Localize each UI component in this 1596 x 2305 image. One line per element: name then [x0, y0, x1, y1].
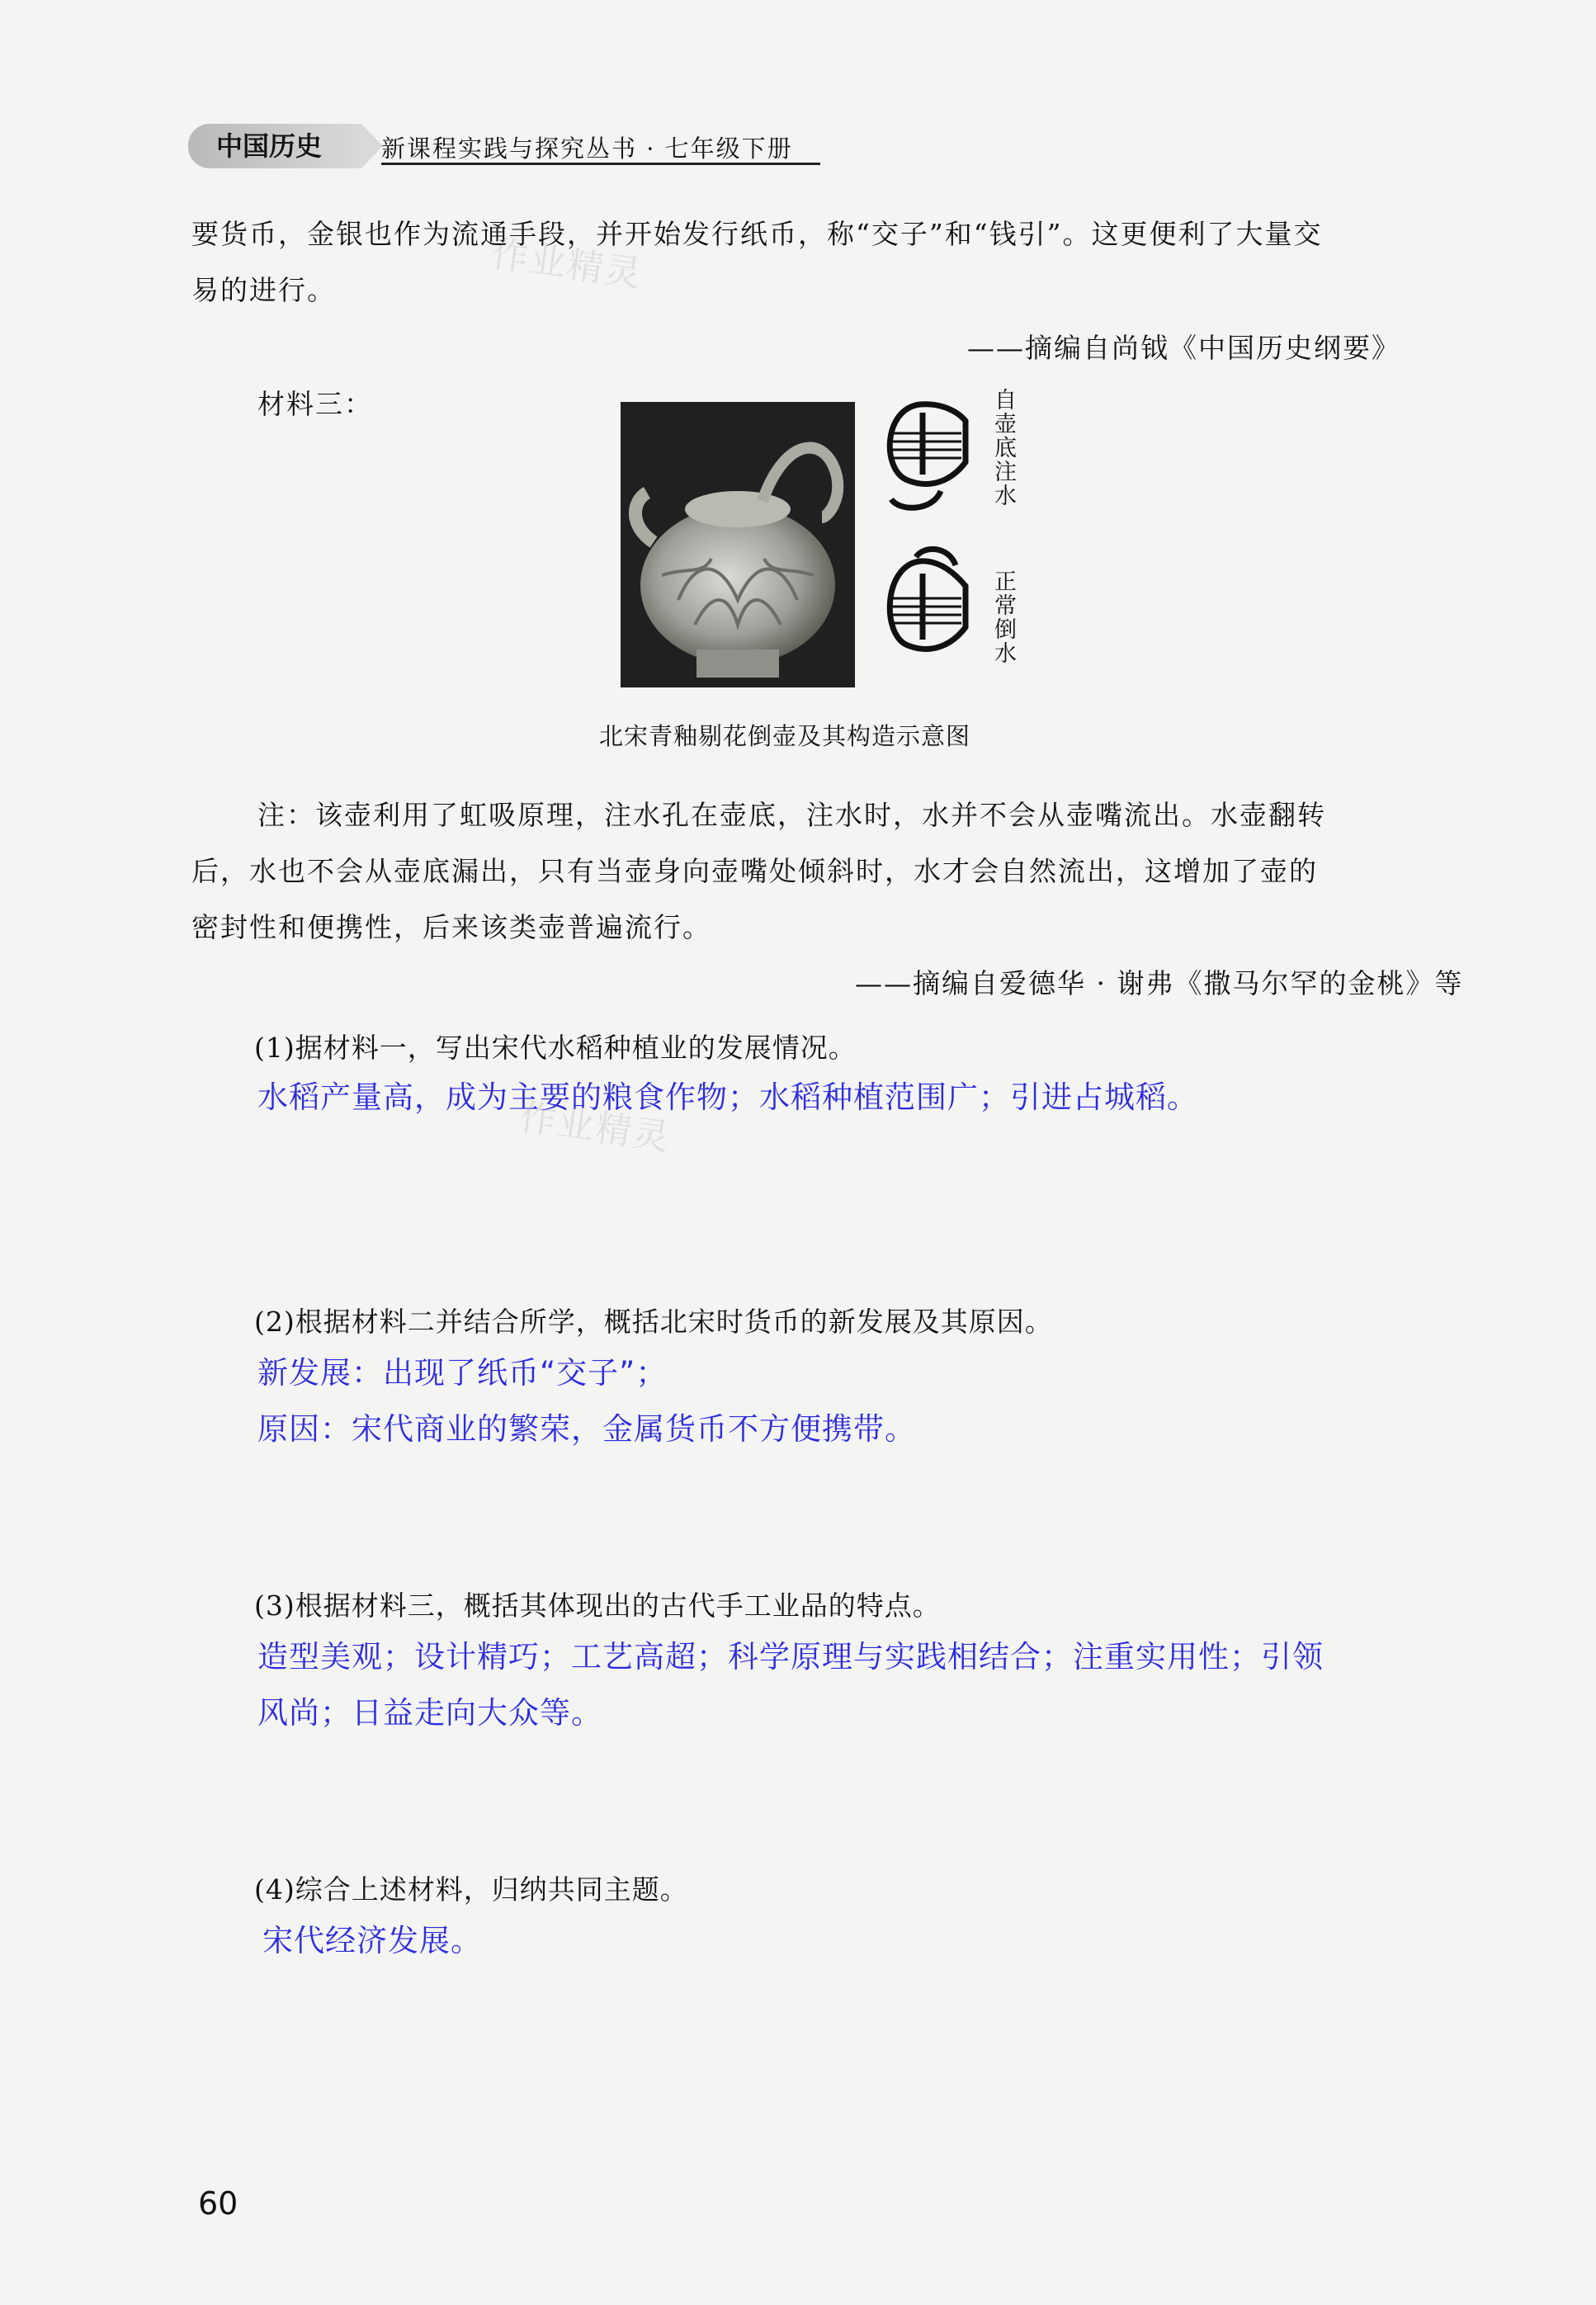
- teapot-photo: [621, 402, 855, 687]
- watermark-middle: 作业精灵: [517, 1096, 674, 1160]
- answer-2-line2: 原因：宋代商业的繁荣，金属货币不方便携带。: [257, 1411, 916, 1447]
- note-line2: 后，水也不会从壶底漏出，只有当壶身向壶嘴处倾斜时，水才会自然流出，这增加了壶的: [191, 855, 1318, 887]
- answer-1: 水稻产量高，成为主要的粮食作物；水稻种植范围广；引进占城稻。: [257, 1079, 1198, 1115]
- question-3: (3)根据材料三，概括其体现出的古代手工业品的特点。: [254, 1589, 941, 1622]
- answer-3-line1: 造型美观；设计精巧；工艺高超；科学原理与实践相结合；注重实用性；引领: [257, 1639, 1324, 1674]
- diagram-label-normal-pour: 正常倒水: [990, 569, 1016, 665]
- figure-caption: 北宋青釉剔花倒壶及其构造示意图: [599, 722, 971, 750]
- material2-line2: 易的进行。: [191, 274, 336, 306]
- note-line1: 注：该壶利用了虹吸原理，注水孔在壶底，注水时，水并不会从壶嘴流出。水壶翻转: [257, 799, 1326, 831]
- page-number: 60: [198, 2185, 238, 2222]
- answer-4: 宋代经济发展。: [262, 1923, 482, 1958]
- answer-2-line1: 新发展：出现了纸币“交子”；: [257, 1355, 668, 1391]
- question-2: (2)根据材料二并结合所学，概括北宋时货币的新发展及其原因。: [254, 1306, 1053, 1338]
- note-line3: 密封性和便携性，后来该类壶普遍流行。: [191, 911, 711, 943]
- header-underline: [381, 163, 820, 165]
- question-4: (4)综合上述材料，归纳共同主题。: [254, 1873, 688, 1906]
- subject-tab: 中国历史: [188, 124, 361, 168]
- material3-source: ——摘编自爱德华 · 谢弗《撒马尔罕的金桃》等: [855, 967, 1464, 999]
- structure-diagram: [875, 388, 982, 685]
- material2-source: ——摘编自尚钺《中国历史纲要》: [967, 332, 1400, 364]
- watermark-top: 作业精灵: [489, 233, 646, 296]
- series-title: 新课程实践与探究丛书 · 七年级下册: [381, 135, 793, 163]
- answer-3-line2: 风尚；日益走向大众等。: [257, 1695, 602, 1731]
- material3-label: 材料三：: [257, 388, 373, 420]
- material2-line1: 要货币，金银也作为流通手段，并开始发行纸币，称“交子”和“钱引”。这更便利了大量交: [191, 218, 1323, 250]
- diagram-label-fill-from-bottom: 自壶底注水: [990, 388, 1016, 508]
- question-1: (1)据材料一，写出宋代水稻种植业的发展情况。: [254, 1032, 857, 1064]
